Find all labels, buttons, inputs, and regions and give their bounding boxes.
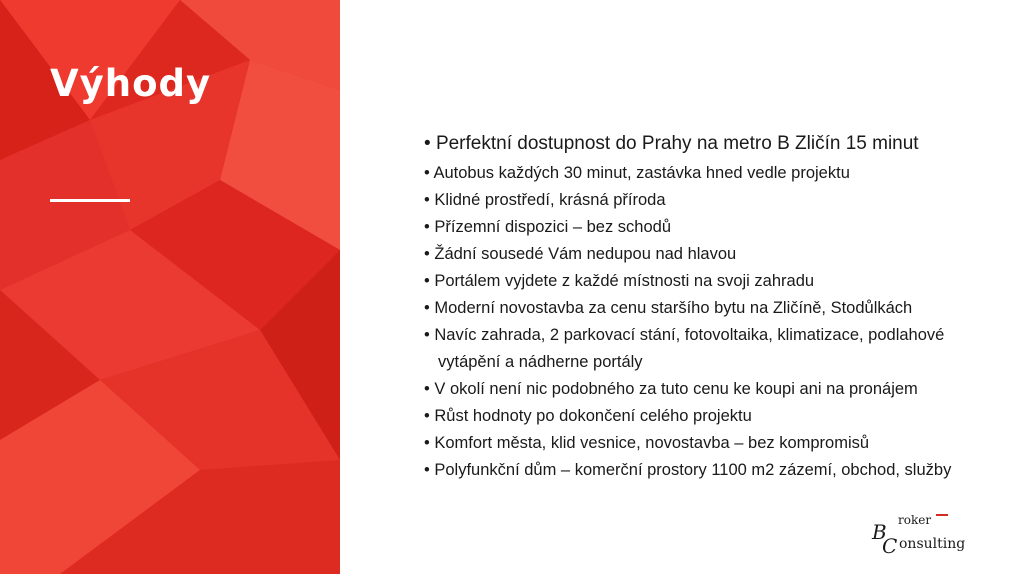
list-item: • Moderní novostavba za cenu staršího bytu na Zličíně, Stodůlkách — [424, 295, 1014, 322]
list-item: • Komfort města, klid vesnice, novostavba – bez kompromisů — [424, 430, 1014, 457]
list-item: • Klidné prostředí, krásná příroda — [424, 187, 1014, 214]
list-item: • V okolí není nic podobného za tuto cenu ke koupi ani na pronájem — [424, 376, 1014, 403]
list-item: • Polyfunkční dům – komerční prostory 1100 m2 zázemí, obchod, služby — [424, 457, 1014, 484]
list-item: • Autobus každých 30 minut, zastávka hned vedle projektu — [424, 160, 1014, 187]
list-item: • Perfektní dostupnost do Prahy na metro B Zličín 15 minut — [424, 128, 1014, 160]
red-background-panel — [0, 0, 340, 574]
list-item: • Růst hodnoty po dokončení celého projektu — [424, 403, 1014, 430]
broker-consulting-logo: B roker C onsulting — [872, 513, 966, 558]
list-item: • Portálem vyjdete z každé místnosti na svoji zahradu — [424, 268, 1014, 295]
logo-accent-mark — [936, 514, 948, 520]
title-underline — [50, 199, 130, 202]
list-item: • Navíc zahrada, 2 parkovací stání, fotovoltaika, klimatizace, podlahové vytápění a nádherne portály — [424, 322, 998, 376]
list-item: • Přízemní dispozici – bez schodů — [424, 214, 1014, 241]
slide-title: Výhody — [50, 62, 212, 105]
list-item: • Žádní sousedé Vám nedupou nad hlavou — [424, 241, 1014, 268]
benefits-list — [424, 128, 1014, 484]
